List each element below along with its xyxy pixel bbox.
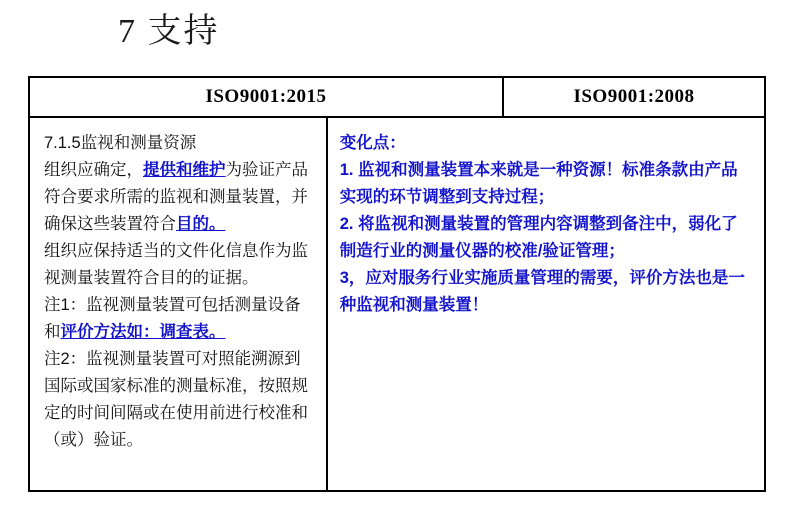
change-item-3: 3，应对服务行业实施质量管理的需要，评价方法也是一种监视和测量装置！ [339,269,745,314]
column-header-iso2015: ISO9001:2015 [30,78,504,116]
paragraph-3 [44,292,316,346]
clause-number: 7.1.5监视和测量资源 [44,134,197,152]
paragraph-1-highlight-1: 提供和维护 [143,161,226,179]
table-body-row [30,118,764,490]
table-header-row [30,78,764,118]
column-header-iso2008: ISO9001:2008 [573,86,695,107]
changes-heading: 变化点： [339,134,406,152]
paragraph-3-highlight: 评价方法如：调查表。 [60,323,226,341]
paragraph-4: 注2：监视测量装置可对照能溯源到国际或国家标准的测量标准，按照规定的时间间隔或在使用前进行校准和（或）验证。 [44,350,308,449]
cell-iso2015-content [30,118,328,490]
paragraph-1-part-b: 为验证产品符合要求所需的监视和测量装置，并确保这些装置符合 [44,161,308,233]
paragraph-3-part-a: 注1：监视测量装置可包括测量设备和 [44,296,301,341]
paragraph-1-highlight-2: 目的。 [176,215,226,233]
change-item-2: 2. 将监视和测量装置的管理内容调整到备注中，弱化了制造行业的测量仪器的校准/验证管理； [339,215,738,260]
page-title: 7 支持 [118,13,220,50]
paragraph-1 [44,157,316,238]
cell-iso2008-content [328,118,764,490]
paragraph-1-part-a: 组织应确定， [44,161,143,179]
comparison-table [28,76,766,492]
change-item-1: 1. 监视和测量装置本来就是一种资源！标准条款由产品实现的环节调整到支持过程； [339,161,738,206]
paragraph-2: 组织应保持适当的文件化信息作为监视测量装置符合目的的证据。 [44,242,308,287]
